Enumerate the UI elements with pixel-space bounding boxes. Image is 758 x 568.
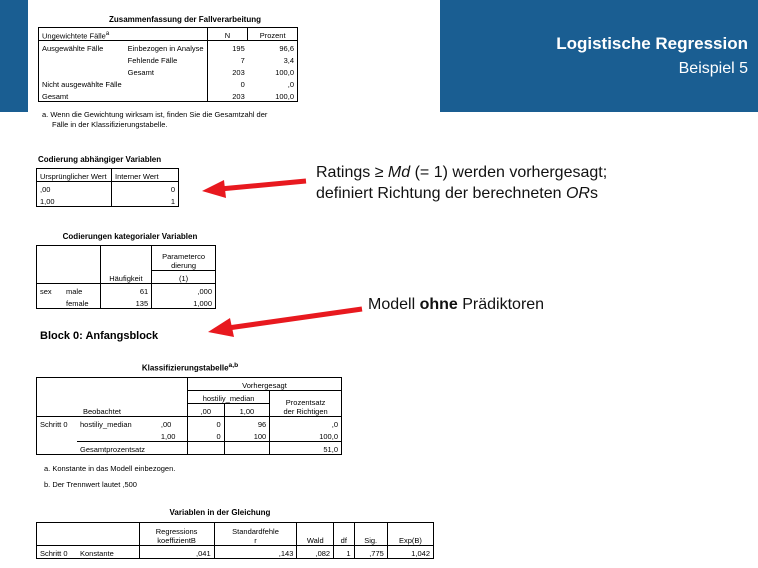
eq-col-df: df [334, 523, 354, 546]
cat-col-param-idx: (1) [152, 270, 216, 283]
classification-footnotes: a. Konstante in das Modell einbezogen. b. Der Trennwert lautet ,500 [44, 464, 176, 489]
summary-cell-pct: 100,0 [248, 89, 298, 102]
summary-cell-n: 7 [207, 53, 248, 65]
class-total-pct: 51,0 [270, 442, 342, 455]
eq-cell-b: ,041 [139, 546, 214, 559]
summary-cell-pct: 96,6 [248, 41, 298, 54]
cat-cell-param: 1,000 [152, 296, 216, 309]
summary-cell-n: 195 [207, 41, 248, 54]
dep-cell-internal: 0 [112, 182, 179, 195]
eq-cell-sig: ,775 [354, 546, 387, 559]
arrow-icon [206, 305, 366, 337]
class-cell-pct: ,0 [270, 417, 342, 430]
dep-cell-orig: 1,00 [37, 194, 112, 207]
eq-col-sig: Sig. [354, 523, 387, 546]
summary-cell-n: 203 [207, 65, 248, 77]
cat-cell-param: ,000 [152, 283, 216, 296]
cat-level: female [63, 296, 100, 309]
arrow-icon [200, 176, 310, 198]
summary-title: Zusammenfassung der Fallverarbeitung [108, 15, 262, 24]
eq-cell-exp: 1,042 [387, 546, 433, 559]
summary-row-label: Gesamt [39, 89, 125, 102]
annotation-ratings: Ratings ≥ Md (= 1) werden vorhergesagt; definiert Richtung der berechneten ORs [316, 164, 608, 202]
classification-title: Klassifizierungstabelle$^{a,b}$ [141, 362, 239, 373]
cat-var-name: sex [37, 283, 64, 296]
class-col-v0: ,00 [187, 404, 224, 417]
summary-row-label [39, 65, 125, 77]
class-var: hostiliy_median [80, 420, 132, 429]
cat-cell-freq: 135 [100, 296, 152, 309]
dep-col-internal: Interner Wert [112, 169, 179, 182]
class-col-observed: Beobachtet [37, 404, 188, 417]
cat-level: male [66, 286, 83, 296]
class-total-label: Gesamtprozentsatz [77, 442, 187, 455]
summary-cell-pct: 100,0 [248, 65, 298, 77]
summary-row-label: Ausgewählte Fälle [39, 41, 125, 54]
summary-row-sub: Einbezogen in Analyse [127, 44, 204, 53]
summary-cell-pct: ,0 [248, 77, 298, 89]
cat-col-freq: Häufigkeit [100, 270, 152, 283]
eq-step: Schritt 0 [37, 546, 78, 559]
summary-col-header: Ungewichtete Fälle$^a$ [39, 28, 208, 41]
eq-col-se: Standardfehle r [214, 523, 297, 546]
dep-cell-orig: ,00 [37, 182, 112, 195]
eq-cell-df: 1 [334, 546, 354, 559]
class-col-pct: Prozentsatz der Richtigen [270, 391, 342, 417]
class-col-var: hostiliy_median [187, 391, 269, 404]
slide-title: Logistische Regression [556, 34, 748, 53]
cat-coding-title: Codierungen kategorialer Variablen [62, 232, 198, 241]
cat-coding-table [36, 245, 216, 309]
summary-col-n: N [207, 28, 248, 41]
eq-col-b: Regressions koeffizientB [139, 523, 214, 546]
eq-cell-se: ,143 [214, 546, 297, 559]
dep-coding-title: Codierung abhängiger Variablen [38, 155, 162, 164]
summary-row-sub [125, 77, 207, 89]
eq-col-wald: Wald [297, 523, 334, 546]
eq-cell-wald: ,082 [297, 546, 334, 559]
dep-cell-internal: 1 [112, 194, 179, 207]
class-col-predicted: Vorhergesagt [187, 378, 341, 391]
summary-row-sub [125, 89, 207, 102]
summary-row-label: Nicht ausgewählte Fälle [39, 77, 125, 89]
equation-table [36, 522, 434, 559]
class-step: Schritt 0 [37, 417, 78, 430]
class-col-v1: 1,00 [224, 404, 270, 417]
cat-col-param: Parameterco dierung [152, 246, 216, 271]
class-val: ,00 [160, 420, 172, 429]
dep-col-orig: Ursprünglicher Wert [37, 169, 112, 182]
class-cell-p0: 0 [187, 417, 224, 430]
eq-col-exp: Exp(B) [387, 523, 433, 546]
cat-cell-freq: 61 [100, 283, 152, 296]
summary-cell-n: 203 [207, 89, 248, 102]
summary-cell-n: 0 [207, 77, 248, 89]
class-cell-p0: 0 [187, 429, 224, 442]
summary-cell-pct: 3,4 [248, 53, 298, 65]
summary-col-pct: Prozent [248, 28, 298, 41]
summary-row-sub: Gesamt [127, 68, 154, 77]
class-cell-p1: 100 [224, 429, 270, 442]
summary-row-label [39, 53, 125, 65]
dep-coding-table [36, 168, 179, 207]
classification-table [36, 377, 342, 455]
class-cell-pct: 100,0 [270, 429, 342, 442]
summary-row-sub: Fehlende Fälle [127, 56, 178, 65]
summary-table [38, 27, 298, 102]
slide-subtitle: Beispiel 5 [678, 60, 748, 77]
class-cell-p1: 96 [224, 417, 270, 430]
eq-term: Konstante [77, 546, 139, 559]
summary-footnote: a. Wenn die Gewichtung wirksam ist, finden Sie die Gesamtzahl der Fälle in der Klassifizierungstabelle. [42, 110, 268, 129]
equation-title: Variablen in der Gleichung [169, 508, 271, 517]
block-heading: Block 0: Anfangsblock [40, 330, 159, 342]
class-val: 1,00 [160, 432, 176, 441]
annotation-model: Modell ohne Prädiktoren [368, 296, 545, 313]
